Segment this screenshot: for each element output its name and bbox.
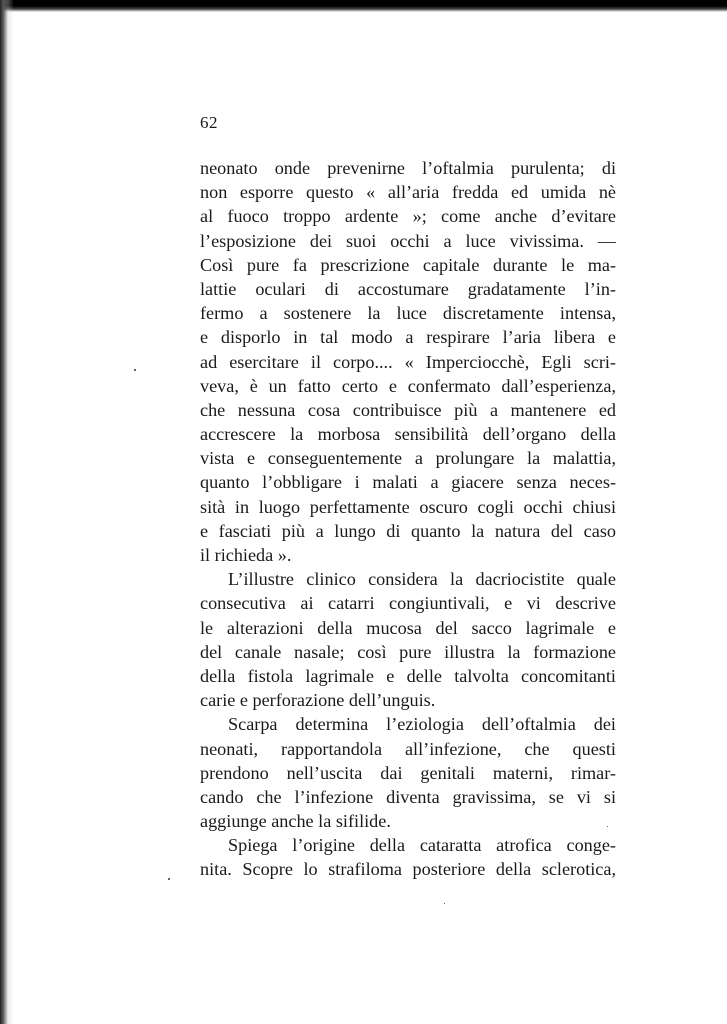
scan-speck bbox=[168, 878, 170, 880]
text-line: quanto l’obbligare i malati a giacere senza neces- bbox=[200, 472, 616, 493]
text-line: della fistola lagrimale e delle talvolta concomitanti bbox=[200, 665, 616, 686]
page-number: 62 bbox=[200, 113, 218, 132]
text-line: accrescere la morbosa sensibilità dell’organo della bbox=[200, 424, 616, 445]
paragraph-first-line: Scarpa determina l’eziologia dell’oftalmia dei bbox=[228, 714, 616, 735]
text-line: neonato onde prevenirne l’oftalmia purulenta; di bbox=[200, 158, 616, 178]
text-line: del canale nasale; così pure illustra la formazione bbox=[200, 641, 616, 662]
text-line: prendono nell’uscita dai genitali materni, rimar- bbox=[200, 762, 616, 783]
text-line: l’esposizione dei suoi occhi a luce vivissima. — bbox=[200, 230, 616, 251]
text-line: aggiunge anche la sifilide. bbox=[200, 811, 391, 832]
text-line: le alterazioni della mucosa del sacco lagrimale e bbox=[200, 617, 616, 638]
text-line: cando che l’infezione diventa gravissima, se vi si bbox=[200, 786, 616, 807]
body-text bbox=[200, 156, 616, 882]
text-line: carie e perforazione dell’unguis. bbox=[200, 690, 436, 711]
text-line: Così pure fa prescrizione capitale durante le ma- bbox=[200, 254, 616, 275]
text-line: non esporre questo « all’aria fredda ed umida nè bbox=[200, 182, 616, 203]
text-line: e disporlo in tal modo a respirare l’aria libera e bbox=[200, 327, 616, 348]
paragraph-first-line: L’illustre clinico considera la dacriocistite quale bbox=[228, 569, 616, 590]
scan-top-edge bbox=[0, 0, 727, 12]
text-line: nita. Scopre lo strafiloma posteriore della sclerotica, bbox=[200, 859, 616, 880]
text-line: e fasciati più a lungo di quanto la natura del caso bbox=[200, 520, 616, 541]
text-line: sità in luogo perfettamente oscuro cogli occhi chiusi bbox=[200, 496, 616, 517]
text-line: vista e conseguentemente a prolungare la malattia, bbox=[200, 448, 616, 469]
text-line: al fuoco troppo ardente »; come anche d’evitare bbox=[200, 206, 616, 227]
text-line: fermo a sostenere la luce discretamente intensa, bbox=[200, 303, 616, 324]
paragraph-first-line: Spiega l’origine della cataratta atrofica conge- bbox=[228, 835, 616, 856]
scan-speck bbox=[134, 369, 136, 371]
text-line: consecutiva ai catarri congiuntivali, e vi descrive bbox=[200, 593, 616, 614]
text-line: neonati, rapportandola all’infezione, che questi bbox=[200, 738, 616, 759]
text-line: ad esercitare il corpo.... « Imperciocchè, Egli scri- bbox=[200, 351, 616, 372]
text-line: il richieda ». bbox=[200, 545, 292, 565]
scan-speck bbox=[444, 903, 445, 904]
scan-left-edge bbox=[0, 0, 14, 1024]
text-line: veva, è un fatto certo e confermato dall’esperienza, bbox=[200, 375, 616, 396]
text-line: che nessuna cosa contribuisce più a mantenere ed bbox=[200, 399, 616, 420]
text-line: lattie oculari di accostumare gradatamente l’in- bbox=[200, 278, 616, 299]
